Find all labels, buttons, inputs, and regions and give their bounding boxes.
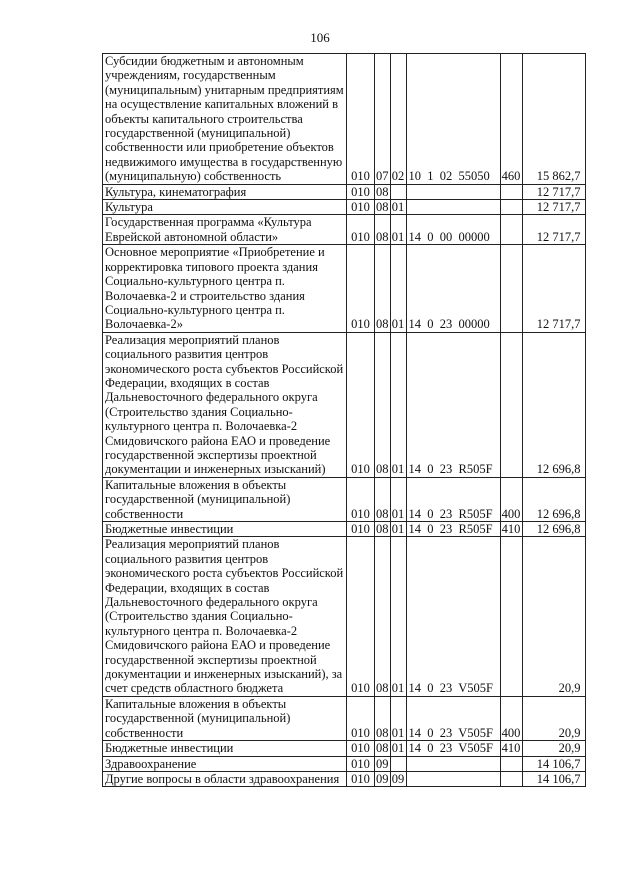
row-name: Культура, кинематография (103, 184, 347, 199)
expense-kind-code (500, 245, 522, 332)
subsection-code: 01 (390, 215, 406, 245)
amount: 12 717,7 (522, 215, 585, 245)
ministry-code: 010 (347, 245, 375, 332)
ministry-code: 010 (347, 741, 375, 756)
target-article-code: 14 0 23 R505F (406, 522, 500, 537)
table-row (103, 771, 586, 786)
ministry-code: 010 (347, 771, 375, 786)
section-code: 09 (376, 756, 389, 771)
expense-kind-code: 400 (500, 696, 522, 740)
subsection-code: 01 (391, 200, 405, 215)
section-code: 08 (375, 332, 391, 477)
table-row (103, 332, 586, 477)
expense-kind-code: 410 (501, 741, 521, 756)
table-row (103, 537, 586, 696)
table-row (103, 54, 586, 185)
target-article-code: 14 0 23 R505F (406, 477, 500, 521)
subsection-code: 01 (390, 477, 406, 521)
expense-kind-code (500, 200, 522, 215)
amount: 20,9 (522, 696, 585, 740)
expense-kind-code (500, 537, 522, 696)
amount: 14 106,7 (522, 771, 585, 786)
ministry-code: 010 (347, 184, 375, 199)
page-number: 106 (310, 30, 330, 45)
amount: 14 106,7 (522, 756, 585, 771)
section-code: 08 (375, 537, 391, 696)
subsection-code (390, 756, 406, 771)
row-name: Бюджетные инвестиции (103, 741, 347, 756)
target-article-code: 14 0 23 V505F (406, 741, 500, 756)
row-name: Реализация мероприятий планов социального развития центров экономического роста субъектов Российской Федерации, входящих в состав Дальневосточного федерального округа (Строительство здания Социально-культурного центра п. Волочаевка-2 Смидовичского района ЕАО и проведение государственной экспертизы проектной документации и инженерных изысканий), за счет средств областного бюджета (103, 537, 347, 696)
row-name: Бюджетные инвестиции (103, 522, 347, 537)
ministry-code: 010 (347, 522, 375, 537)
target-article-code (406, 200, 500, 215)
table-row (103, 756, 586, 771)
target-article-code: 14 0 00 00000 (406, 215, 500, 245)
target-article-code (406, 771, 500, 786)
subsection-code: 02 (390, 54, 406, 185)
row-name: Государственная программа «Культура Еврейской автономной области» (103, 215, 347, 245)
expense-kind-code (500, 771, 522, 786)
subsection-code (390, 184, 406, 199)
target-article-code: 14 0 23 00000 (406, 245, 500, 332)
expense-kind-code (500, 184, 522, 199)
amount: 12 717,7 (522, 200, 585, 215)
table-row (103, 477, 586, 521)
subsection-code: 01 (390, 696, 406, 740)
expense-kind-code (500, 215, 522, 245)
section-code: 09 (376, 771, 389, 786)
table-row (103, 200, 586, 215)
subsection-code: 09 (391, 771, 405, 786)
table-row (103, 522, 586, 537)
amount: 12 717,7 (522, 245, 585, 332)
row-name: Капитальные вложения в объекты государственной (муниципальной) собственности (103, 696, 347, 740)
expense-kind-code: 410 (501, 522, 521, 536)
target-article-code: 14 0 23 R505F (406, 332, 500, 477)
budget-table (102, 53, 586, 787)
ministry-code: 010 (347, 332, 375, 477)
row-name: Основное мероприятие «Приобретение и корректировка типового проекта здания Социально-культурного центра п. Волочаевка-2 и строительство здания Социально-культурного центра п. Волочаевка-2» (103, 245, 347, 332)
target-article-code (406, 756, 500, 771)
target-article-code: 14 0 23 V505F (406, 537, 500, 696)
row-name: Реализация мероприятий планов социального развития центров экономического роста субъектов Российской Федерации, входящих в состав Дальневосточного федерального округа (Строительство здания Социально-культурного центра п. Волочаевка-2 Смидовичского района ЕАО и проведение государственной экспертизы проектной документации и инженерных изысканий) (103, 332, 347, 477)
expense-kind-code (500, 756, 522, 771)
expense-kind-code (500, 332, 522, 477)
target-article-code: 14 0 23 V505F (406, 696, 500, 740)
ministry-code: 010 (347, 200, 375, 215)
ministry-code: 010 (347, 537, 375, 696)
amount: 15 862,7 (522, 54, 585, 185)
section-code: 08 (376, 741, 389, 756)
subsection-code: 01 (391, 741, 405, 756)
table-row (103, 215, 586, 245)
amount: 12 696,8 (522, 477, 585, 521)
row-name: Капитальные вложения в объекты государственной (муниципальной) собственности (103, 477, 347, 521)
expense-kind-code: 400 (500, 477, 522, 521)
subsection-code: 01 (391, 522, 405, 536)
amount: 20,9 (522, 537, 585, 696)
amount: 12 717,7 (522, 184, 585, 199)
section-code: 07 (375, 54, 391, 185)
section-code: 08 (375, 215, 391, 245)
target-article-code: 10 1 02 55050 (406, 54, 500, 185)
amount: 12 696,8 (522, 332, 585, 477)
row-name: Другие вопросы в области здравоохранения (103, 771, 347, 786)
section-code: 08 (376, 200, 389, 215)
row-name: Здравоохранение (103, 756, 347, 771)
section-code: 08 (375, 696, 391, 740)
section-code: 08 (376, 184, 389, 199)
section-code: 08 (376, 522, 389, 536)
subsection-code: 01 (390, 245, 406, 332)
subsection-code: 01 (390, 332, 406, 477)
amount: 20,9 (522, 741, 585, 756)
table-row (103, 741, 586, 756)
section-code: 08 (375, 477, 391, 521)
table-row (103, 184, 586, 199)
ministry-code: 010 (347, 477, 375, 521)
table-row (103, 696, 586, 740)
ministry-code: 010 (347, 756, 375, 771)
row-name: Субсидии бюджетным и автономным учреждениям, государственным (муниципальным) унитарным предприятиям на осуществление капитальных вложений в объекты капитального строительства государственной (муниципальной) собственности или приобретение объектов недвижимого имущества в государственную (муниципальную) собственность (103, 54, 347, 185)
amount: 12 696,8 (522, 522, 585, 537)
ministry-code: 010 (347, 696, 375, 740)
subsection-code: 01 (390, 537, 406, 696)
row-name: Культура (103, 200, 347, 215)
section-code: 08 (375, 245, 391, 332)
target-article-code (406, 184, 500, 199)
table-row (103, 245, 586, 332)
ministry-code: 010 (347, 54, 375, 185)
expense-kind-code: 460 (500, 54, 522, 185)
ministry-code: 010 (347, 215, 375, 245)
